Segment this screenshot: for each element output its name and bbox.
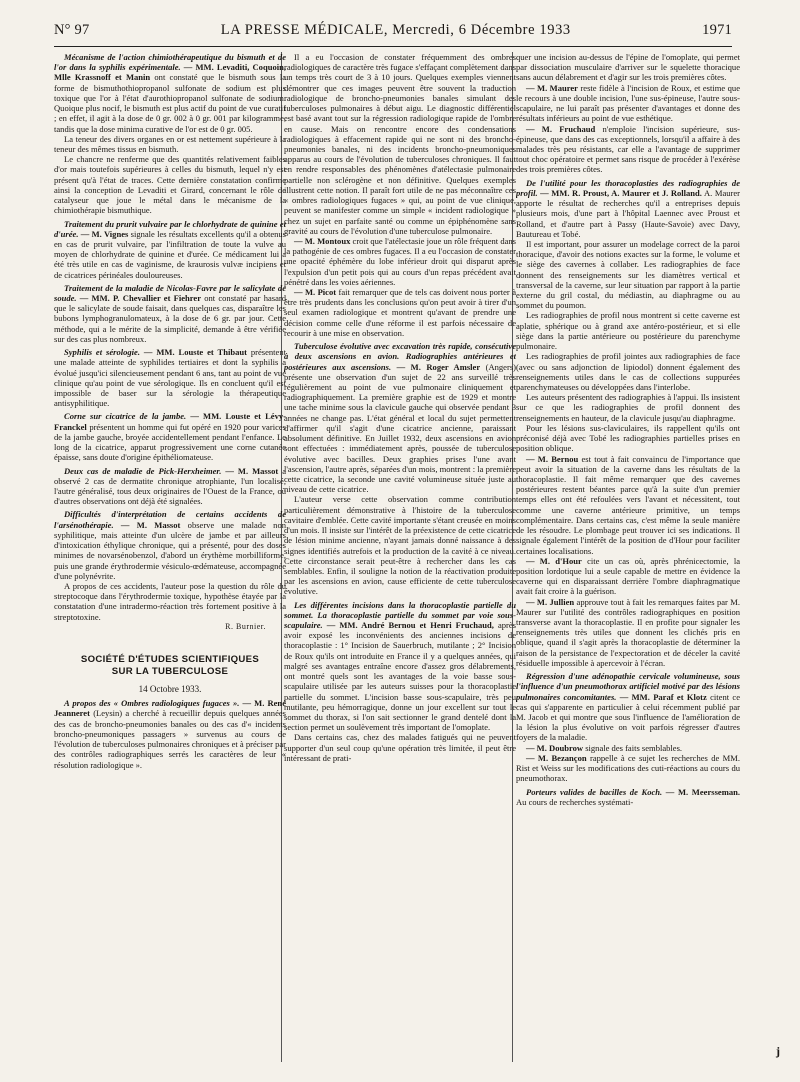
- signature: R. Burnier.: [225, 621, 266, 631]
- article-authors: — M. Bernou: [526, 453, 579, 464]
- article-title: Mécanisme de l'action chimiothérapeutique du bismuth et de l'or dans la syphilis expérimentale.: [54, 52, 286, 73]
- article-paragraph: [54, 283, 286, 344]
- article-authors: — M. Picot: [294, 287, 337, 298]
- article-body: rappelle à ce sujet les recherches de MM. Rist et Weiss sur les modifications des cuti-réactions au cours du pneumothorax.: [516, 752, 740, 784]
- article-paragraph: [516, 83, 740, 124]
- article-paragraph: [284, 600, 516, 733]
- article-authors: — M. d'Hour: [526, 555, 582, 566]
- article-paragraph: [516, 743, 740, 753]
- section-title-line: SUR LA TUBERCULOSE: [111, 666, 229, 678]
- article-authors: — M. Massot: [221, 465, 279, 476]
- article-paragraph: quer une incision au-dessus de l'épine de l'omoplate, qui permet par dissociation musculaire d'arriver sur le squelette thoracique sans aucun délabrement et d'agir sur les trois premières côtes.: [516, 52, 740, 83]
- article-authors: — M. Doubrow: [526, 742, 584, 753]
- article-authors: — M. Fruchaud: [526, 123, 596, 134]
- article-authors: — MM. Levaditi, Coquoin, Mlle Krassnoff et Manin: [54, 62, 286, 83]
- article-paragraph: Il est important, pour assurer un modelage correct de la paroi thoracique, d'avoir des notions exactes sur la forme, le volume et le siège des cavernes à collaber. Les radiographies de face donnent des renseignements sur les diamètres vertical et transversal de la caverne, sur leur situation par rapport à la partie externe du gril costal, du médiastin, au diaphragme ou au sommet du poumon.: [516, 238, 740, 311]
- article-body: signale les résultats excellents qu'il a obtenus en cas de prurit vulvaire, par l'infiltration de toute la vulve au moyen de chlorhydrate de quinine et d'urée. Ce médicament lui a été très utile en cas de vaginisme, de kraurosis vulvæ incipiens et de cicatrices périnéales douloureuses.: [54, 228, 286, 280]
- article-paragraph: Les radiographies de profil nous montrent si cette caverne est aplatie, sphérique ou à grand axe antéro-postérieur, et si elle siège dans la partie antérieure ou postérieure du parenchyme pulmonaire.: [516, 310, 740, 352]
- article-paragraph: Dans certains cas, chez des malades fatigués qui ne peuvent supporter d'un seul coup qu'une opération très limitée, il peut être intéressant de prati-: [284, 732, 516, 763]
- article-title: Traitement du prurit vulvaire par le chlorhydrate de quinine et d'urée.: [54, 218, 286, 239]
- article-body: n'emploie l'incision supérieure, sus-épineuse, que dans des cas exceptionnels, lorsqu'il a affaire à des malades très peu résistants, car elle a l'avantage de supprimer tout choc opératoire et permet sans risque de procéder à l'exérèse des trois premières côtes.: [516, 123, 740, 175]
- article-authors: — M. Roger Amsler: [391, 361, 481, 372]
- article-authors: — M. Meersseman.: [662, 786, 740, 797]
- column-1: [54, 52, 286, 1072]
- article-authors: — MM. Louste et Thibaut: [139, 347, 247, 358]
- article-paragraph: [516, 124, 740, 175]
- article-paragraph: [54, 698, 286, 770]
- article-authors: — M. Jullien: [526, 596, 575, 607]
- article-paragraph: A propos de ces accidents, l'auteur pose la question du rôle du streptocoque dans l'érythrodermie toxique, hypothèse étayée par la constatation d'une intradermo-réaction très fortement positive à la streptotoxine.: [54, 580, 286, 622]
- article-body: ont constaté par hasard que le salicylate de soude faisait, dans quelques cas, disparaître les bubons lymphogranulomateux, à la dose de 6 gr. par jour. Cette méthode, qui a le mérite de la simplicité, demande à être vérifiée sur des cas plus nombreux.: [54, 293, 286, 344]
- article-paragraph: [284, 341, 516, 494]
- article-paragraph: La teneur des divers organes en or est nettement supérieure à la teneur des mêmes tissus en bismuth.: [54, 133, 286, 154]
- article-paragraph: Les radiographies de profil jointes aux radiographies de face (avec ou sans adjonction de lipiodol) donnent également des renseignements utiles dans le cas de collections suppurées parenchymateuses ou développées dans l'interlobe.: [516, 351, 740, 392]
- article-body: A. Maurer apporte le résultat de recherches qu'il a entreprises depuis plusieurs mois, d'une part à l'hôpital Laennec avec Proust et Rolland, et d'autre part à Passy (Haute-Savoie) avec Davy, Bautureau et Tobé.: [516, 187, 740, 239]
- article-body: signale des faits semblables.: [583, 742, 683, 753]
- article-title: Deux cas de maladie de Pick-Herxheimer.: [64, 465, 222, 476]
- article-body: citent ce cas qui s'apparente en particulier à celui récemment publié par M. Jacob et qui montre que sous l'influence de l'amélioration de la lésion la plus évolutive on voit parfois régresser d'autres foyers de la maladie.: [516, 691, 740, 743]
- article-body: a observé 2 cas de dermatite chronique atrophiante, l'un localisé, l'autre généralisé, tous deux originaires de l'Ouest de la France, où d'autres observations ont déjà été signalées.: [54, 465, 286, 507]
- article-body: après avoir exposé les inconvénients des anciennes incisions de thoracoplastie : 1° Incision de Sauerbruch, mutilante ; 2° Incision de Roux qu'ils ont introduite en France il y a quelques années, qui malgré ses avantages entraîne encore d'assez gros délabrements, ont montré quels sont les avantages de la voie basse sous-scapulaire utilisée par les auteurs suisses pour la thoracoplastie partielle du sommet. L'incision basse sous-scapulaire, très peu mutilante, peu hémorragique, donne un jour excellent sur tout le sommet du thorax, si l'on sait sectionner le grand dentelé dont la section permet un soulèvement très important de l'omoplate.: [284, 620, 516, 733]
- article-authors: — MM. R. Proust, A. Maurer et J. Rolland.: [537, 187, 702, 198]
- column-2: [284, 52, 516, 1072]
- article-paragraph: [54, 219, 286, 280]
- article-title: Syphilis et sérologie.: [64, 347, 140, 358]
- article-paragraph: [54, 509, 286, 581]
- article-paragraph: [54, 347, 286, 408]
- article-body: présentent un homme qui fut opéré en 1920 pour varices de la jambe gauche, broyée accidentellement pendant l'enfance. Le long de la cicatrice, apparut progressivement une corne cutanée épaisse, sans doute d'origine épithéliomateuse.: [54, 421, 286, 463]
- page-number: N° 97: [54, 22, 90, 38]
- header-rule: [54, 46, 732, 47]
- folio-number: 1971: [702, 22, 732, 38]
- article-authors: — MM. P. Chevallier et Fiehrer: [76, 293, 202, 304]
- article-authors: — M. Montoux: [294, 235, 351, 246]
- article-paragraph: [516, 178, 740, 239]
- article-title: Tuberculose évolutive avec excavation très rapide, consécutive à deux ascensions en avion. Radiographies antérieures et postérieures aux ascensions.: [284, 341, 516, 372]
- page-edge-mark: j: [776, 1044, 780, 1058]
- article-body: Au cours de recherches systémati-: [516, 796, 634, 807]
- article-body: reste fidèle à l'incision de Roux, et estime que le recours à une double incision, l'une sus-épineuse, l'autre sous-scapulaire, ne lui paraît pas présenter d'avantages et donne des résultats inférieurs au point de vue esthétique.: [516, 82, 740, 124]
- article-paragraph: [284, 287, 516, 338]
- article-title: Porteurs valides de bacilles de Koch.: [526, 786, 663, 797]
- article-body: observe une malade non syphilitique, mais atteinte d'un ulcère de jambe et par ailleurs d'intoxication éthylique chronique, qui a présenté, pour des doses minimes de novarsénobenzol, d'abord un érythème morbilliforme, puis une grande érythrodermie vésiculo-œdémateuse, accompagnée d'une polynévrite.: [54, 519, 286, 581]
- article-body: cite un cas où, après phrénicectomie, la position lordotique lui a seule capable de mettre en évidence la caverne qui en disparaissant derrière l'ombre diaphragmatique avait fait croire à la guérison.: [516, 555, 740, 597]
- article-body: (Angers) présente une observation d'un sujet de 22 ans surveillé très régulièrement au point de vue pulmonaire cliniquement et radiographiquement. La première graphie est de 1929 et montre une tache minime sous la clavicule gauche qui observée pendant 3 années ne change pas. L'état général et local du sujet permettent d'affirmer qu'il s'agit d'une cicatrice ancienne, paraissant absolument définitive. En Juillet 1932, deux ascensions en avion sont effectuées : immédiatement après, poussée de tuberculose évolutive avec bacilles. Deux graphies prises l'une avant l'ascension, l'autre après, séparées d'un mois, montrent : la première cette cicatrice, la seconde une cavité volumineuse située juste au niveau de cette cicatrice.: [284, 361, 516, 495]
- article-title: Corne sur cicatrice de la jambe.: [64, 411, 187, 422]
- article-paragraph: [516, 787, 740, 807]
- article-paragraph: Le chancre ne renferme que des quantités relativement faibles d'or mais toutefois supérieures à celles du bismuth, lequel n'y est présent qu'à l'état de traces. Cette dernière constatation confirme ainsi la conception de Levaditi et Girard, concernant le rôle de catalyseur que joue le métal dans le mécanisme de la chimiothérapie bismuthique.: [54, 154, 286, 216]
- article-authors: — M. René Jeanneret: [54, 698, 286, 719]
- article-authors: — MM. Louste et Lévy-Franckel: [54, 411, 286, 432]
- section-title: [54, 654, 286, 678]
- article-body: croit que l'atélectasie joue un rôle fréquent dans la pathogénie de ces ombres fugaces. Il a eu l'occasion de constater une opacité éphémère du lobe inférieur droit qui disparut après l'expulsion d'un petit pois qui au cours d'un repas précédent avait pénétré dans les voies aériennes.: [284, 235, 516, 287]
- column-3: [516, 52, 740, 1072]
- article-paragraph: [516, 597, 740, 669]
- article-title: Traitement de la maladie de Nicolas-Favre par le salicylate de soude.: [54, 282, 286, 304]
- section-title-line: SOCIÉTÉ D'ÉTUDES SCIENTIFIQUES: [80, 654, 260, 666]
- article-paragraph: L'auteur verse cette observation comme contribution particulièrement démonstrative à l'histoire de la tuberculose cavitaire d'emblée. Cette cavité importante s'étant creusée en moins d'un mois. Il insiste sur l'intérêt de la préexistence de cette cicatrice de lésion minime ancienne, n'ayant jamais donné naissance à des signes identifiés autrefois et la production de la cavité à ce niveau. Cette circonstance serait peut-être à rechercher dans les cas semblables. Enfin, il souligne la notion de la réactivation produite par les ascensions en avion, cause efficiente de cette tuberculose évolutive.: [284, 494, 516, 597]
- article-body: (Leysin) a cherché à recueillir depuis quelques années des cas de broncho-pneumonies banales ou des cas d'« incidents broncho-pneumoniques passagers » survenus au cours de l'évolution de tuberculoses pulmonaires chroniques et à préciser par des contrôles radiographiques serrés les caractères de leur « résolution radiologique ».: [54, 708, 286, 770]
- article-title: A propos des « Ombres radiologiques fugaces ».: [64, 698, 240, 709]
- page-header: [54, 22, 732, 44]
- article-body: ont constaté que le bismuth sous la forme de bismuthothiopropanol sulfonate de sodium est plus toxique que l'or à l'état d'aurothiopropanol sulfonate de sodium. Quoique plus nocif, le bismuth est plus actif du point de vue curatif ; en effet, il agit à la dose de 0 gr. 002 à 0 gr. 001 par kilogramme, tandis que la dose minima curative de l'or est de 0 gr. 005.: [54, 72, 286, 134]
- article-paragraph: [516, 671, 740, 743]
- article-paragraph: [54, 466, 286, 507]
- article-paragraph: Les auteurs présentent des radiographies à l'appui. Ils insistent sur ce que les radiographies de profil donnent des renseignements en hauteur, de la clavicule jusqu'au diaphragme.: [516, 392, 740, 423]
- article-body: approuve tout à fait les remarques faites par M. Maurer sur l'utilité des contrôles radiographiques en position transverse avant la thoracoplastie. Il en profite pour signaler les renseignements très utiles que donnent les clichés pris en oblique, quand il s'agit après la thoracoplastie de déterminer la raison de la persistance de l'expectoration et de déceler la cavité résiduelle impossible à apercevoir à l'écran.: [516, 596, 740, 668]
- journal-title: LA PRESSE MÉDICALE, Mercredi, 6 Décembre 1933: [220, 22, 571, 38]
- article-paragraph: Il a eu l'occasion de constater fréquemment des ombres radiologiques de caractère très fugace s'effaçant complètement dans un temps très court de 3 à 10 jours. Quelques exemples viennent démontrer que ces images peuvent être souvent la traduction radiologique de broncho-pneumonies banales simulant des tuberculoses pulmonaires à début aigu. Le diagnostic différentiel est basé avant tout sur la régression radiologique rapide de l'ombre en cause. Mais on rencontre encore des condensations radiologiques à effacement rapide qui ne sont ni des broncho-pneumonies banales, ni des incidents broncho-pneumoniques apparus au cours de l'évolution de tuberculoses chroniques. Il faut en rendre responsables des phénomènes d'atélectasie pulmonaire partielle non sclérogène et non définitive. Quelques exemples illustrent cette notion. Il paraît fort utile de ne pas méconnaître ces « ombres radiologiques fugaces » qui, au point de vue clinique, peuvent se manifester comme un simple « incident radiologique » chez un sujet en parfaite santé ou comme un épiphénomène sans gravité au cours de l'évolution d'une tuberculose pulmonaire.: [284, 52, 516, 236]
- article-authors: — M. Massot: [113, 519, 181, 530]
- article-paragraph: Pour les lésions sus-claviculaires, ils rappellent qu'ils ont préconisé déjà avec Tobé les radiographies partielles prises en position oblique.: [516, 422, 740, 454]
- article-paragraph: [516, 556, 740, 597]
- article-body: présentent une malade atteinte de syphilides tertiaires et dont la syphilis a évolué jusqu'ici silencieusement pendant 6 ans, tant au point de vue clinique qu'au point de vue sérologique. Ils en concluent qu'il est impossible de baser sur la sérologie la thérapeutique antisyphilitique.: [54, 347, 286, 409]
- article-paragraph: [516, 753, 740, 784]
- article-title: Difficultés d'interprétation de certains accidents de l'arsénothérapie.: [54, 509, 286, 530]
- article-paragraph: [54, 411, 286, 462]
- article-body: fait remarquer que de tels cas doivent nous porter à être très prudents dans les conclusions qu'on peut avoir à tirer d'un seul examen radiologique et montrent qu'avant de prendre une décision comme celle d'une réforme il est parfois nécessaire de recourir à une mise en observation.: [284, 287, 516, 338]
- article-title: De l'utilité pour les thoracoplasties des radiographies de profil.: [516, 177, 740, 198]
- article-authors: — M. Vignes: [78, 228, 129, 239]
- article-body: est tout à fait convaincu de l'importance que peut avoir la situation de la caverne dans les résultats de la thoracoplastie. Il fait même remarquer que des cavernes postérieures restent béantes parce qu'à la suite d'un premier temps elles ont été refoulées vers l'avant et nécessitent, tout comme une caverne antérieure primitive, un temps complémentaire. Dans certains cas, c'est même la seule manière de les résoudre. Le plombage peut trouver ici ses indications. Il signale également l'intérêt de la position de d'Hour pour faciliter certaines localisations.: [516, 453, 740, 556]
- article-authors: — M. Maurer: [526, 82, 578, 93]
- article-paragraph: [516, 454, 740, 556]
- article-authors: — MM. André Bernou et Henri Fruchaud,: [322, 620, 494, 631]
- article-title: Régression d'une adénopathie cervicale volumineuse, sous l'influence d'un pneumothorax artificiel motivé par des lésions pulmonaires concomitantes.: [516, 671, 740, 702]
- article-authors: — MM. Paraf et Klotz: [616, 691, 707, 702]
- article-title: Les différentes incisions dans la thoracoplastie partielle du sommet. La thoracoplastie partielle du sommet par voie sous-scapulaire.: [284, 599, 516, 631]
- article-paragraph: [54, 52, 286, 134]
- section-date: 14 Octobre 1933.: [138, 684, 202, 695]
- article-authors: — M. Bezançon: [526, 752, 587, 763]
- article-paragraph: [284, 236, 516, 287]
